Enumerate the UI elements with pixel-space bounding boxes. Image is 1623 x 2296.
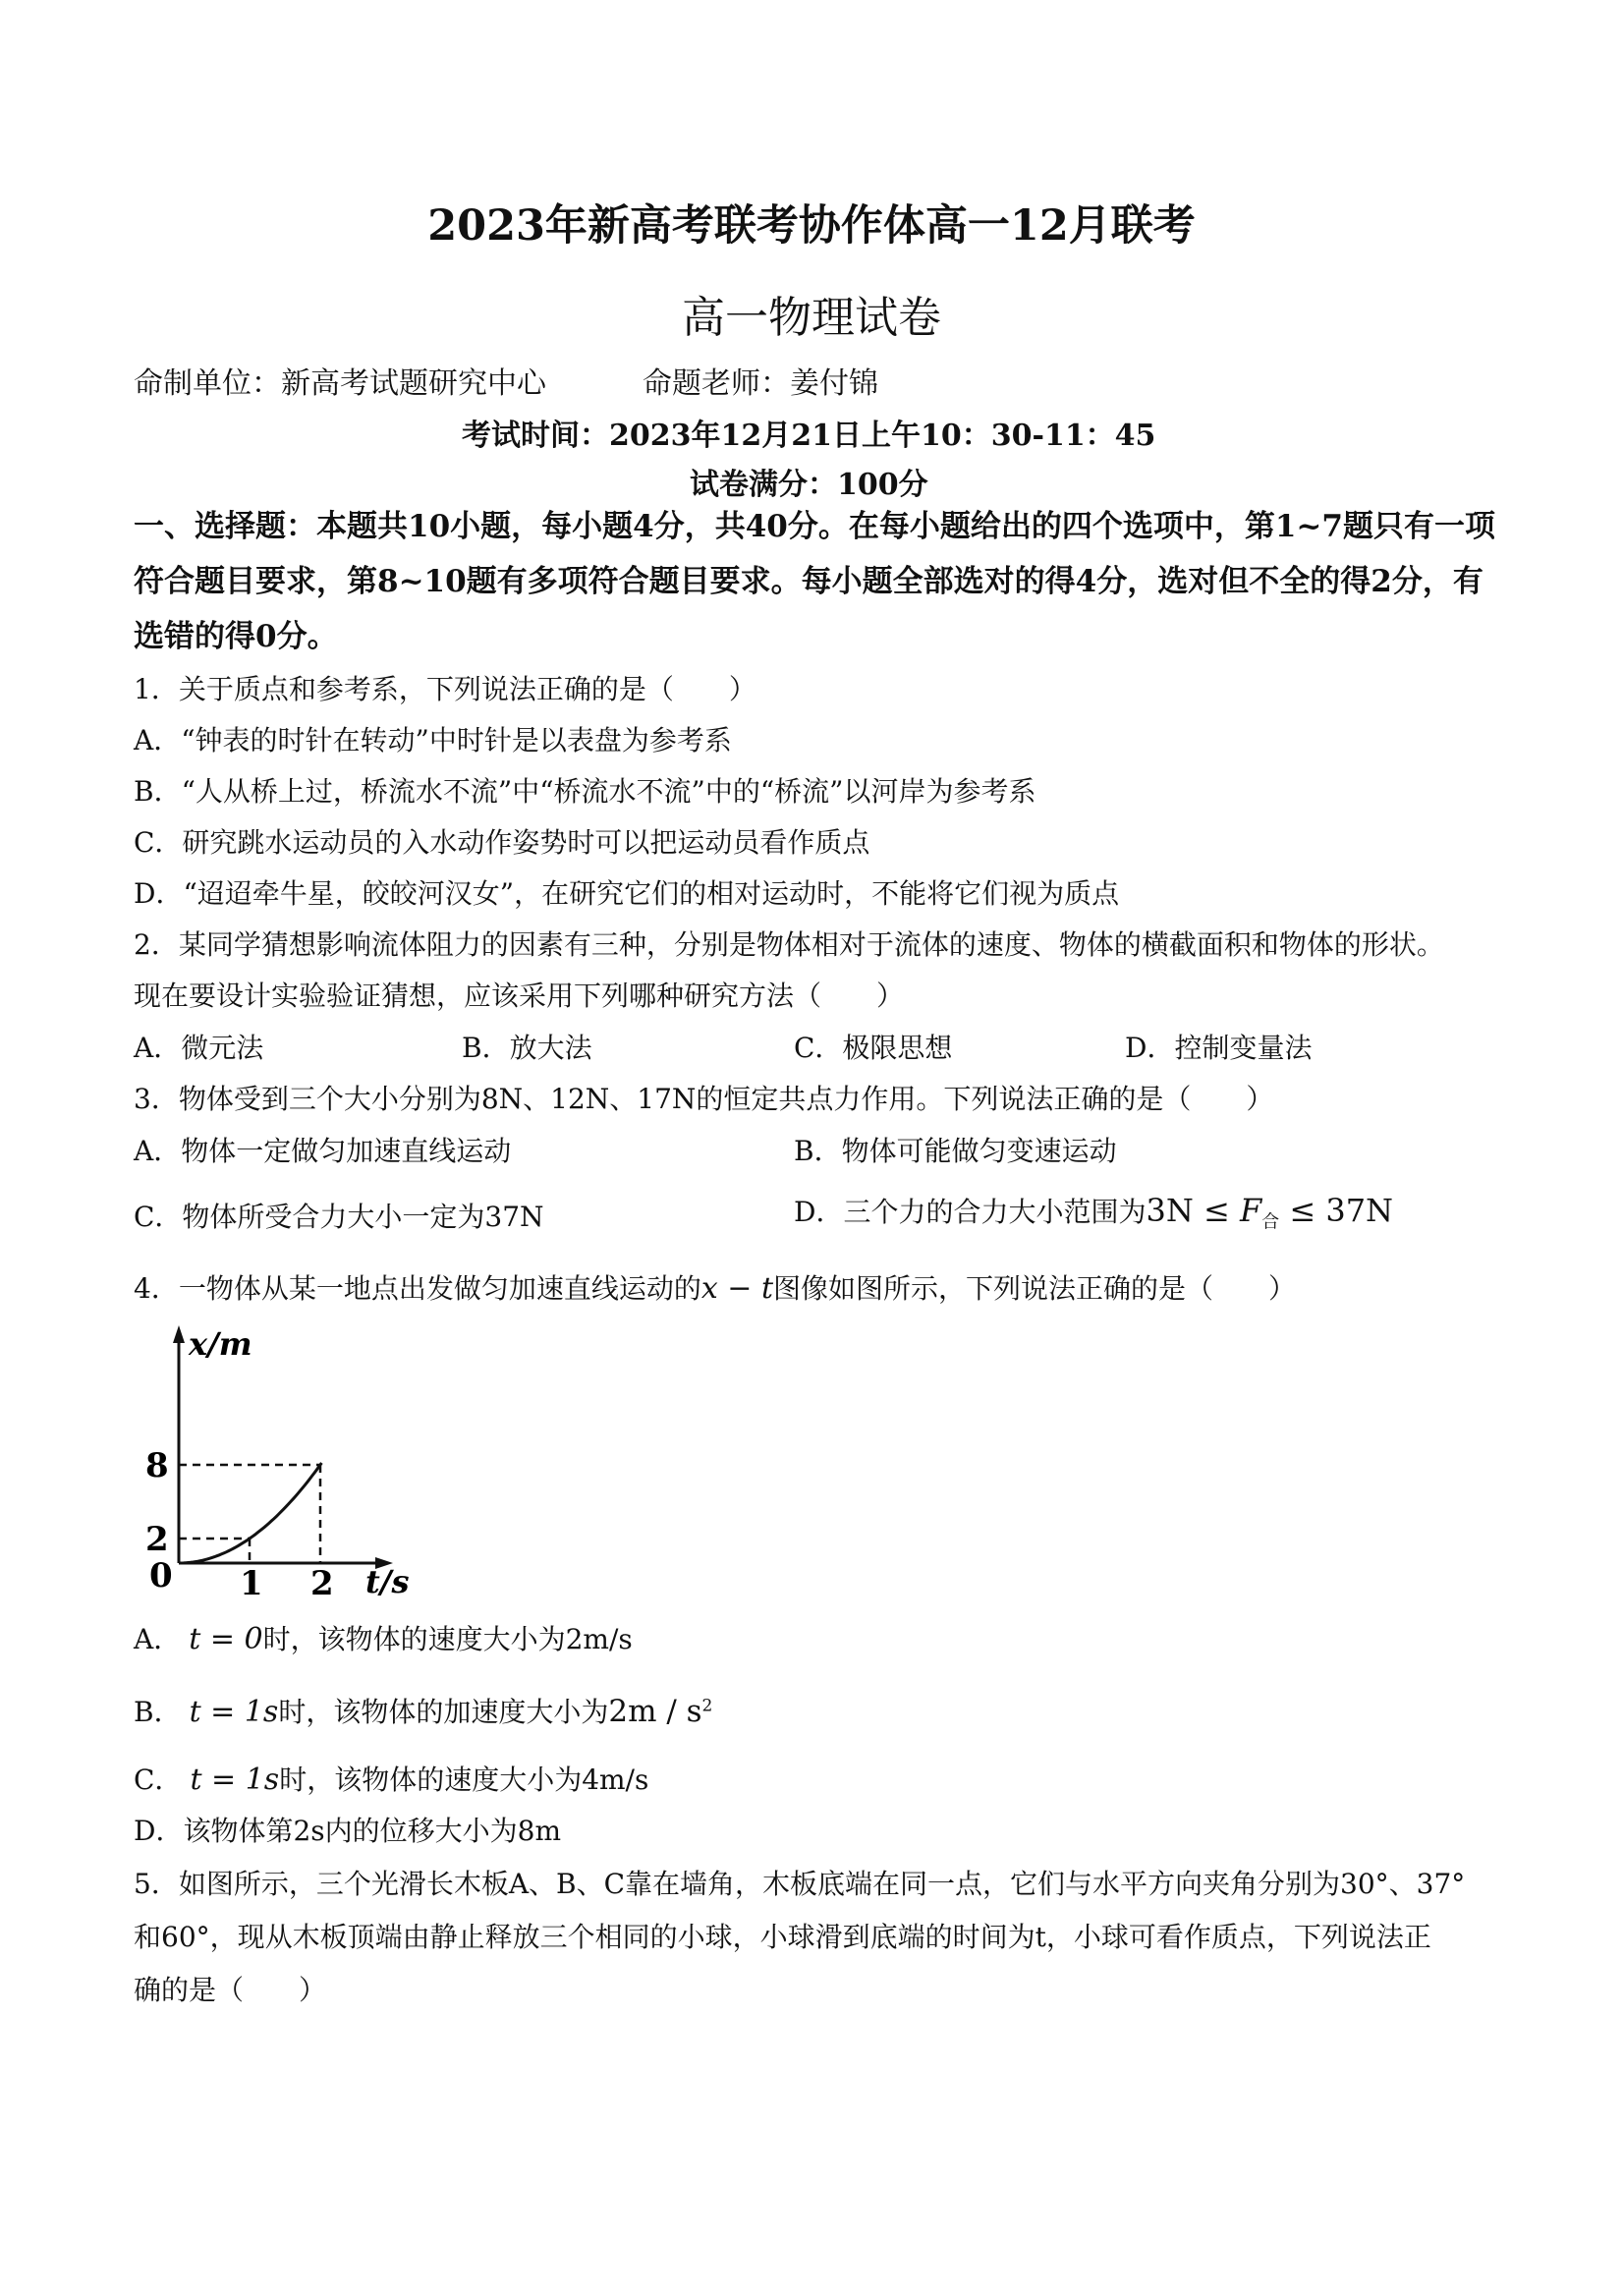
question-5-line2: 和60°，现从木板顶端由静止释放三个相同的小球，小球滑到底端的时间为t，小球可看作质点，下列说法正 — [134, 1921, 1431, 1953]
graph-marks — [179, 1463, 321, 1563]
question-4-option-b-text: 时，该物体的加速度大小为 — [278, 1696, 609, 1728]
x-t-graph — [138, 1321, 472, 1601]
question-4-stem-suffix: 图像如图所示，下列说法正确的是（ ） — [773, 1272, 1297, 1305]
question-2-option-b: B．放大法 — [462, 1032, 592, 1064]
question-2-option-d: D．控制变量法 — [1125, 1032, 1313, 1064]
question-4-option-b — [134, 1691, 712, 1730]
question-4-option-c-math: t = 1s — [190, 1763, 280, 1797]
question-1-stem: 1．关于质点和参考系，下列说法正确的是（ ） — [134, 673, 756, 705]
x-tick-label-2: 2 — [310, 1564, 334, 1601]
question-4-option-b-math: t = 1s — [189, 1695, 279, 1729]
question-4-option-d-text: 该物体第2s内的位移大小为8m — [183, 1815, 562, 1847]
question-4-option-b-label: B． — [134, 1696, 182, 1728]
question-4-stem-prefix: 4．一物体从某一地点出发做匀加速直线运动的 — [134, 1272, 701, 1305]
question-4-stem — [134, 1267, 1296, 1307]
question-3-option-a: A．物体一定做匀加速直线运动 — [134, 1135, 512, 1167]
exam-subtitle: 高一物理试卷 — [682, 293, 941, 343]
question-4-option-a-math: t = 0 — [189, 1622, 263, 1656]
question-4-option-b-sup: 2 — [701, 1696, 713, 1716]
question-3-option-c: C．物体所受合力大小一定为37N — [134, 1201, 544, 1233]
exam-time: 考试时间：2023年12月21日上午10：30-11：45 — [462, 419, 1156, 453]
x-t-curve — [179, 1463, 321, 1563]
question-5-line3: 确的是（ ） — [134, 1974, 327, 2006]
origin-label: 0 — [149, 1556, 173, 1596]
question-2-stem-line2: 现在要设计实验验证猜想，应该采用下列哪种研究方法（ ） — [134, 980, 905, 1012]
question-3-option-d-text: D．三个力的合力大小范围为 — [794, 1196, 1147, 1228]
x-tick-label-1: 1 — [240, 1564, 263, 1601]
question-1-option-b: B．“人从桥上过，桥流水不流”中“桥流水不流”中的“桥流”以河岸为参考系 — [134, 775, 1036, 808]
exam-title: 2023年新高考联考协作体高一12月联考 — [427, 201, 1196, 251]
y-tick-label-8: 8 — [145, 1446, 169, 1485]
question-4-option-a — [134, 1618, 633, 1657]
exam-teacher: 命题老师：姜付锦 — [643, 366, 878, 401]
section-instructions: 一、选择题：本题共10小题，每小题4分，共40分。在每小题给出的四个选项中，第1~7题只有一项符合题目要求，第8~10题有多项符合题目要求。每小题全部选对的得4分，选对但不全的得2分，有选错的得0分。 — [134, 509, 1495, 654]
question-4-option-a-label: A． — [134, 1623, 182, 1655]
question-4-stem-formula: x − t — [700, 1271, 774, 1306]
question-4-option-d-label: D． — [134, 1815, 184, 1847]
question-4-option-d — [134, 1810, 561, 1849]
x-axis-label: t/s — [365, 1563, 410, 1600]
question-4-option-c — [134, 1759, 648, 1798]
question-3-option-d-F: F — [1239, 1192, 1262, 1229]
question-2-stem-line1: 2．某同学猜想影响流体阻力的因素有三种，分别是物体相对于流体的速度、物体的横截面积和物体的形状。 — [134, 928, 1444, 961]
question-2-option-a: A．微元法 — [134, 1032, 264, 1064]
full-score: 试卷满分：100分 — [690, 468, 928, 502]
question-3-option-d — [794, 1191, 1393, 1234]
question-3-option-d-formula-right: ≤ 37N — [1279, 1192, 1394, 1229]
question-1-option-d: D．“迢迢牵牛星，皎皎河汉女”，在研究它们的相对运动时，不能将它们视为质点 — [134, 877, 1120, 910]
y-axis-label: x/m — [189, 1325, 252, 1363]
question-1-option-a: A．“钟表的时针在转动”中时针是以表盘为参考系 — [134, 724, 732, 756]
question-4-option-a-text: 时，该物体的速度大小为2m/s — [262, 1623, 633, 1655]
question-4-option-c-label: C． — [134, 1764, 183, 1796]
question-3-option-d-formula-left: 3N ≤ — [1146, 1192, 1240, 1229]
question-4-option-b-value: 2m / s — [608, 1694, 702, 1729]
question-3-option-b: B．物体可能做匀变速运动 — [794, 1135, 1117, 1167]
y-tick-label-2: 2 — [145, 1520, 169, 1559]
question-2-option-c: C．极限思想 — [794, 1032, 953, 1064]
question-5-line1: 5．如图所示，三个光滑长木板A、B、C靠在墙角，木板底端在同一点，它们与水平方向夹角分别为30°、37° — [134, 1868, 1466, 1900]
exam-unit: 命制单位：新高考试题研究中心 — [134, 366, 546, 401]
question-3-stem: 3．物体受到三个大小分别为8N、12N、17N的恒定共点力作用。下列说法正确的是（ ） — [134, 1083, 1274, 1115]
question-1-option-c: C．研究跳水运动员的入水动作姿势时可以把运动员看作质点 — [134, 826, 870, 859]
y-axis-arrow — [173, 1325, 185, 1343]
question-4-option-c-text: 时，该物体的速度大小为4m/s — [279, 1764, 649, 1796]
question-3-option-d-sub: 合 — [1261, 1211, 1280, 1233]
